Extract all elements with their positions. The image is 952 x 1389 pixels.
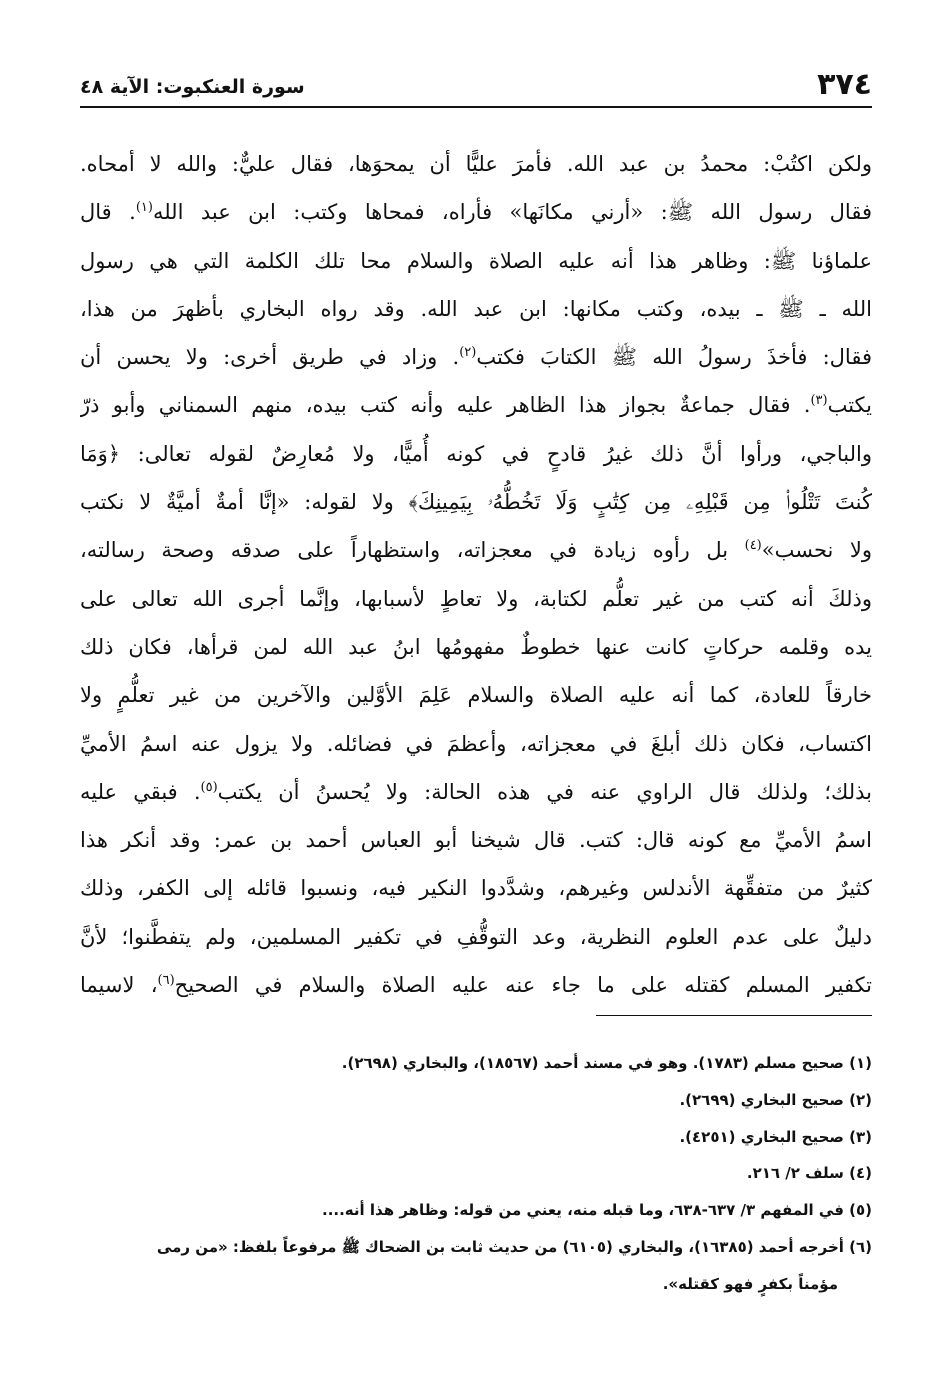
footnote-separator [596,1015,872,1016]
line-text: بذلك؛ ولذلك قال الراوي عنه في هذه الحالة: ولا يُحسنُ أن يكتب [217,779,872,804]
header-rule [80,106,872,108]
line-text: ولكن اكتُبْ: محمدُ بن عبد الله. فأمرَ عليًّا أن يمحوَها، فقال عليٌّ: والله لا أمحاه. [80,152,872,176]
footnote-marker[interactable]: (٤) [744,538,762,554]
text-line [80,430,872,478]
line-text: كُنتَ تَتْلُوا۟ مِن قَبْلِهِۦ مِن كِتَٰبٍ وَلَا تَخُطُّهُۥ بِيَمِينِكَ﴾ ولا لقوله: «إنَّا أمةٌ أميَّةٌ لا نكتب [80,490,872,515]
line-text-after: . فقال جماعةٌ بجواز هذا الظاهر عليه وأنه كتب بيده، منهم السمناني وأبو ذرّ [80,393,811,418]
text-line [80,188,872,236]
page-header [80,62,872,102]
line-text: الله ـ ﷺ ـ بيده، وكتب مكانها: ابن عبد الله. وقد رواه البخاري بأظهرَ من هذا، [80,296,872,321]
text-line [80,478,872,526]
footnotes [80,1045,872,1303]
text-line [80,333,872,381]
footnote-marker[interactable]: (٥) [200,779,218,795]
line-text: كثيرٌ من متفقِّهة الأندلس وغيرهم، وشدَّدوا النكير فيه، ونسبوا قائله إلى الكفر، وذلك [80,876,872,901]
line-text-after: . قال [80,200,136,225]
line-text: اكتساب، فكان ذلك أبلغَ في معجزاته، وأعظمَ في فضائله. ولا يزول عنه اسمُ الأميِّ [80,731,872,756]
text-line [80,671,872,719]
line-text-after: ، لاسيما [80,973,158,998]
text-line [80,961,872,1009]
line-text: تكفير المسلم كقتله على ما جاء عنه عليه الصلاة والسلام في الصحيح [174,973,872,998]
footnote-3: (٣) صحيح البخاري (٤٢٥١). [679,1127,872,1146]
text-line [80,864,872,912]
page-number: ٣٧٤ [817,67,872,102]
footnote-7: مؤمناً بكفرٍ فهو كقتله». [662,1274,838,1293]
line-text: خارقاً للعادة، كما أنه عليه الصلاة والسلام عَلِمَ الأوَّلين والآخرين من غير تعلُّمٍ ولا [80,683,872,708]
line-text: علماؤنا ﷺ: وظاهر هذا أنه عليه الصلاة والسلام محا تلك الكلمة التي هي رسول [80,248,872,273]
text-line [80,623,872,671]
running-title: سورة العنكبوت: الآية ٤٨ [80,76,305,98]
text-line [80,381,872,429]
text-line [80,913,872,961]
line-text-after: بل رأوه زيادة في معجزاته، واستظهاراً على صدقه وصحة رسالته، [80,538,745,563]
line-text: والباجي، ورأوا أنَّ ذلك غيرُ قادحٍ في كونه أُميًّا، ولا مُعارِضٌ لقوله تعالى: ﴿وَمَا [80,441,872,466]
footnote-6: (٦) أخرجه أحمد (١٦٣٨٥)، والبخاري (٦١٠٥) من حديث ثابت بن الضحاك ﷺ مرفوعاً بلفظ: «من رمى [156,1237,872,1256]
line-text: يكتب [827,393,872,418]
line-text: دليلٌ على عدم العلوم النظرية، وعد التوقُّفِ في تكفير المسلمين، ولم يتفطَّنوا؛ لأنَّ [80,924,872,949]
footnote-1: (١) صحيح مسلم (١٧٨٣). وهو في مسند أحمد (١٨٥٦٧)، والبخاري (٢٦٩٨). [341,1054,872,1072]
line-text-after: . وزاد في طريق أخرى: ولا يحسن أن [80,345,460,370]
line-text: ولا نحسب» [761,538,872,563]
text-line [80,575,872,623]
text-line [80,526,872,574]
footnote-marker[interactable]: (١) [135,200,153,216]
text-line [80,816,872,864]
text-line [80,140,872,188]
footnote-marker[interactable]: (٢) [459,345,477,361]
footnote-marker[interactable]: (٦) [157,973,175,989]
line-text: اسمُ الأميِّ مع كونه قال: كتب. قال شيخنا أبو العباس أحمد بن عمر: وقد أنكر هذا [80,828,872,853]
line-text: فقال: فأخذَ رسولُ الله ﷺ الكتابَ فكتب [476,345,872,370]
text-line [80,720,872,768]
footnote-marker[interactable]: (٣) [810,393,828,409]
line-text: فقال رسول الله ﷺ: «أرني مكانَها» فأراه، فمحاها وكتب: ابن عبد الله [152,200,872,225]
main-text [80,140,872,1009]
line-text-after: . فبقي عليه [80,779,201,804]
line-text: وذلكَ أنه كتب من غير تعلُّم لكتابة، ولا تعاطٍ لأسبابها، وإنَّما أجرى الله تعالى على [80,586,872,611]
footnote-4: (٤) سلف ٢/ ٢١٦. [746,1164,872,1183]
text-line [80,768,872,816]
line-text: يده وقلمه حركاتٍ كانت عنها خطوطٌ مفهومُها ابنُ عبد الله لمن قرأها، فكان ذلك [80,634,872,659]
text-line [80,237,872,285]
footnote-5: (٥) في المفهم ٣/ ٦٣٧-٦٣٨، وما قبله منه، يعني من قوله: وظاهر هذا أنه.... [322,1201,872,1220]
footnote-2: (٢) صحيح البخاري (٢٦٩٩). [679,1090,872,1109]
text-line [80,285,872,333]
